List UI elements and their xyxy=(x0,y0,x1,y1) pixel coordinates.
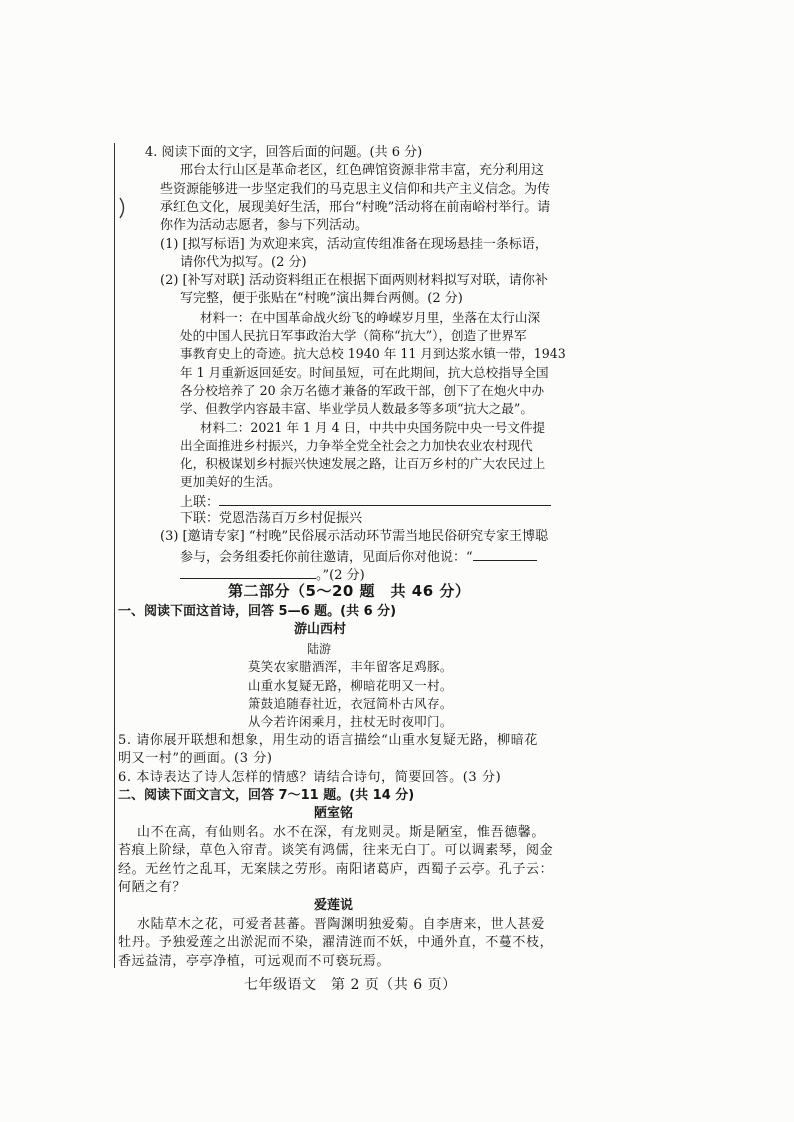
essay-title-loushiming: 陋室铭 xyxy=(314,806,354,821)
sub-question-1-line: 请你代为拟写。(2 分) xyxy=(180,255,307,270)
couplet-lower-line: 下联：党恩浩荡百万乡村促振兴 xyxy=(180,511,363,526)
question-5-line: 明又一村”的画面。(3 分) xyxy=(118,751,273,766)
question-5-line: 5. 请你展开联想和想象，用生动的语言描绘“山重水复疑无路，柳暗花 xyxy=(118,733,538,748)
poem-line: 山重水复疑无路，柳暗花明又一村。 xyxy=(248,678,453,693)
essay-line: 牡丹。予独爱莲之出淤泥而不染，濯清涟而不妖，中通外直，不蔓不枝， xyxy=(118,935,554,950)
sub-question-3-line xyxy=(180,548,537,566)
section-two-heading: 二、阅读下面文言文，回答 7～11 题。(共 14 分) xyxy=(118,788,415,803)
poem-line: 从今若许闲乘月，拄杖无时夜叩门。 xyxy=(248,714,453,729)
essay-line: 水陆草木之花，可爱者甚蕃。晋陶渊明独爱菊。自李唐来，世人甚爱 xyxy=(137,917,546,932)
question-4-intro-line: 你作为活动志愿者，参与下列活动。 xyxy=(160,218,369,233)
material-1-line: 处的中国人民抗日军事政治大学（简称“抗大”），创造了世界军 xyxy=(180,328,527,343)
sub-question-3-tail: 。”(2 分) xyxy=(316,568,365,583)
poem-line: 箫鼓追随春社近，衣冠简朴古风存。 xyxy=(248,696,453,711)
margin-line xyxy=(114,143,115,968)
poem-author: 陆游 xyxy=(307,642,332,656)
essay-title-ailianshuo: 爱莲说 xyxy=(314,898,354,913)
essay-line: 香远益清，亭亭净植，可远观而不可亵玩焉。 xyxy=(118,954,391,969)
essay-line: 何陋之有？ xyxy=(118,880,187,895)
sub-question-2-line: 写完整，便于张贴在“村晚”演出舞台两侧。(2 分) xyxy=(180,291,463,306)
material-2-line: 化，积极谋划乡村振兴快速发展之路，让百万乡村的广大农民过上 xyxy=(180,456,546,471)
answer-blank xyxy=(473,548,537,561)
essay-line: 山不在高，有仙则名。水不在深，有龙则灵。斯是陋室，惟吾德馨。 xyxy=(137,825,546,840)
material-2-line: 更加美好的生活。 xyxy=(180,474,281,489)
question-4-intro-line: 承红色文化，展现美好生活，邢台“村晚”活动将在前南峪村举行。请 xyxy=(160,200,551,215)
question-4-intro-line: 邢台太行山区是革命老区，红色碑馆资源非常丰富，充分利用这 xyxy=(180,163,545,178)
couplet-upper-label: 上联： xyxy=(180,495,220,510)
question-4-title: 4. 阅读下面的文字，回答后面的问题。(共 6 分) xyxy=(145,145,423,160)
material-1-line: 事教育史上的奇迹。抗大总校 1940 年 11 月到达浆水镇一带，1943 xyxy=(180,346,566,361)
answer-blank xyxy=(180,566,316,579)
essay-line: 苔痕上阶绿，草色入帘青。谈笑有鸿儒，往来无白丁。可以调素琴，阅金 xyxy=(118,843,554,858)
material-2-line: 出全面推进乡村振兴，力争举全党全社会之力加快农业农村现代 xyxy=(180,438,533,453)
margin-bracket-mark xyxy=(118,197,128,219)
material-1-line: 年 1 月重新返回延安。时间虽短，可在此期间，抗大总校指导全国 xyxy=(180,365,549,380)
sub-question-3-text: 参与，会务组委托你前往邀请，见面后你对他说：“ xyxy=(180,550,473,565)
question-6: 6. 本诗表达了诗人怎样的情感？请结合诗句，简要回答。(3 分) xyxy=(118,770,502,785)
couplet-upper-line xyxy=(180,493,551,511)
question-4-intro-line: 些资源能够进一步坚定我们的马克思主义信仰和共产主义信念。为传 xyxy=(160,182,551,197)
material-1-line: 材料一：在中国革命战火纷飞的峥嵘岁月里，坐落在太行山深 xyxy=(200,310,541,325)
sub-question-3-line: (3) [邀请专家] “村晚”民俗展示活动环节需当地民俗研究专家王博聪 xyxy=(160,529,549,544)
sub-question-1-line: (1) [拟写标语] 为欢迎来宾，活动宣传组准备在现场悬挂一条标语， xyxy=(160,237,548,252)
material-2-line: 材料二：2021 年 1 月 4 日，中共中央国务院中央一号文件提 xyxy=(200,420,546,435)
page-footer: 七年级语文 第 2 页（共 6 页） xyxy=(244,977,457,993)
poem-line: 莫笑农家腊酒浑，丰年留客足鸡豚。 xyxy=(248,659,453,674)
section-one-heading: 一、阅读下面这首诗，回答 5—6 题。(共 6 分) xyxy=(118,604,397,619)
sub-question-2-line: (2) [补写对联] 活动资料组正在根据下面两则材料拟写对联，请你补 xyxy=(160,273,548,288)
material-1-line: 学、但教学内容最丰富、毕业学员人数最多等多项“抗大之最”。 xyxy=(180,401,533,416)
essay-line: 经。无丝竹之乱耳，无案牍之劳形。南阳诸葛庐，西蜀子云亭。孔子云： xyxy=(118,862,554,877)
material-1-line: 各分校培养了 20 余万名德才兼备的军政干部，创下了在炮火中办 xyxy=(180,383,545,398)
couplet-upper-blank xyxy=(219,493,551,506)
poem-title: 游山西村 xyxy=(294,622,347,637)
part-two-heading: 第二部分（5～20 题 共 46 分） xyxy=(228,582,471,600)
